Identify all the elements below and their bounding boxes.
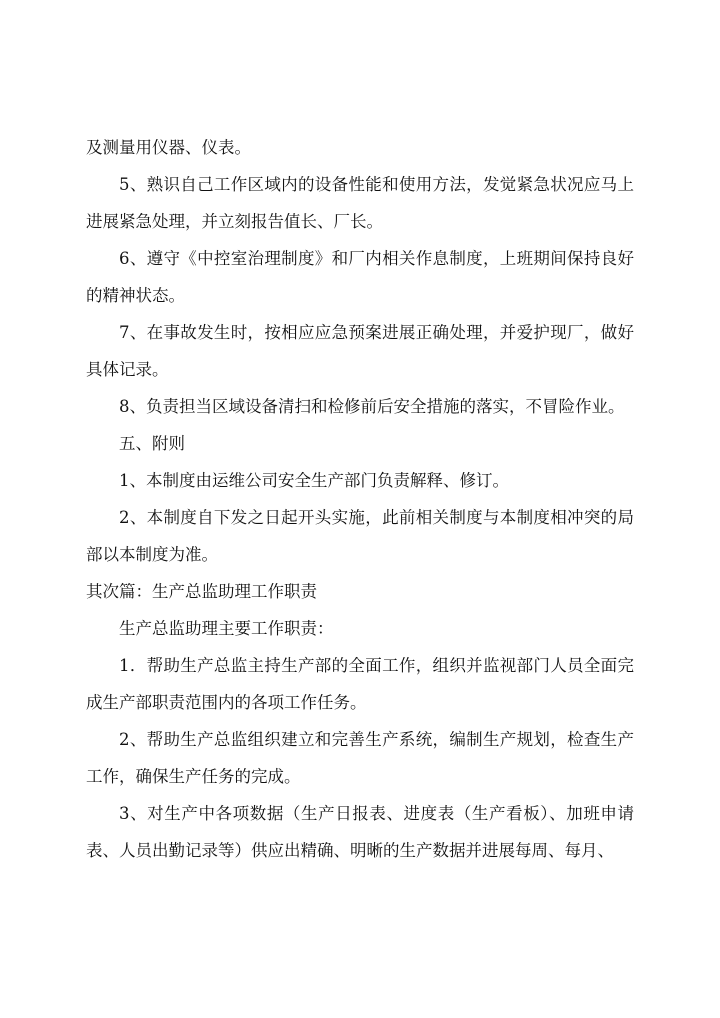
duties-intro: 生产总监助理主要工作职责： — [119, 619, 334, 638]
duty-item-3: 3、对生产中各项数据（生产日报表、进度表（生产看板）、加班申请表、人员出勤记录等）供应出精确、明晰的生产数据并进展每周、每月、 — [86, 804, 634, 860]
paragraph-appendix-1: 1、本制度由运维公司安全生产部门负责解释、修订。 — [119, 471, 509, 490]
section-heading-appendix: 五、附则 — [119, 434, 185, 453]
paragraph-item-5: 5、熟识自己工作区域内的设备性能和使用方法，发觉紧急状况应马上进展紧急处理，并立刻报告值长、厂长。 — [86, 175, 634, 231]
paragraph-item-8: 8、负责担当区域设备清扫和检修前后安全措施的落实，不冒险作业。 — [119, 397, 625, 416]
chapter-heading: 其次篇：生产总监助理工作职责 — [86, 582, 317, 601]
duty-item-2: 2、帮助生产总监组织建立和完善生产系统，编制生产规划，检查生产工作，确保生产任务的完成。 — [86, 730, 634, 786]
paragraph-item-6: 6、遵守《中控室治理制度》和厂内相关作息制度，上班期间保持良好的精神状态。 — [86, 249, 634, 305]
paragraph-continuation: 及测量用仪器、仪表。 — [86, 138, 251, 157]
paragraph-item-7: 7、在事故发生时，按相应应急预案进展正确处理，并爱护现厂，做好具体记录。 — [86, 323, 634, 379]
paragraph-appendix-2: 2、本制度自下发之日起开头实施，此前相关制度与本制度相冲突的局部以本制度为准。 — [86, 508, 634, 564]
duty-item-1: 1．帮助生产总监主持生产部的全面工作，组织并监视部门人员全面完成生产部职责范围内的各项工作任务。 — [86, 656, 634, 712]
